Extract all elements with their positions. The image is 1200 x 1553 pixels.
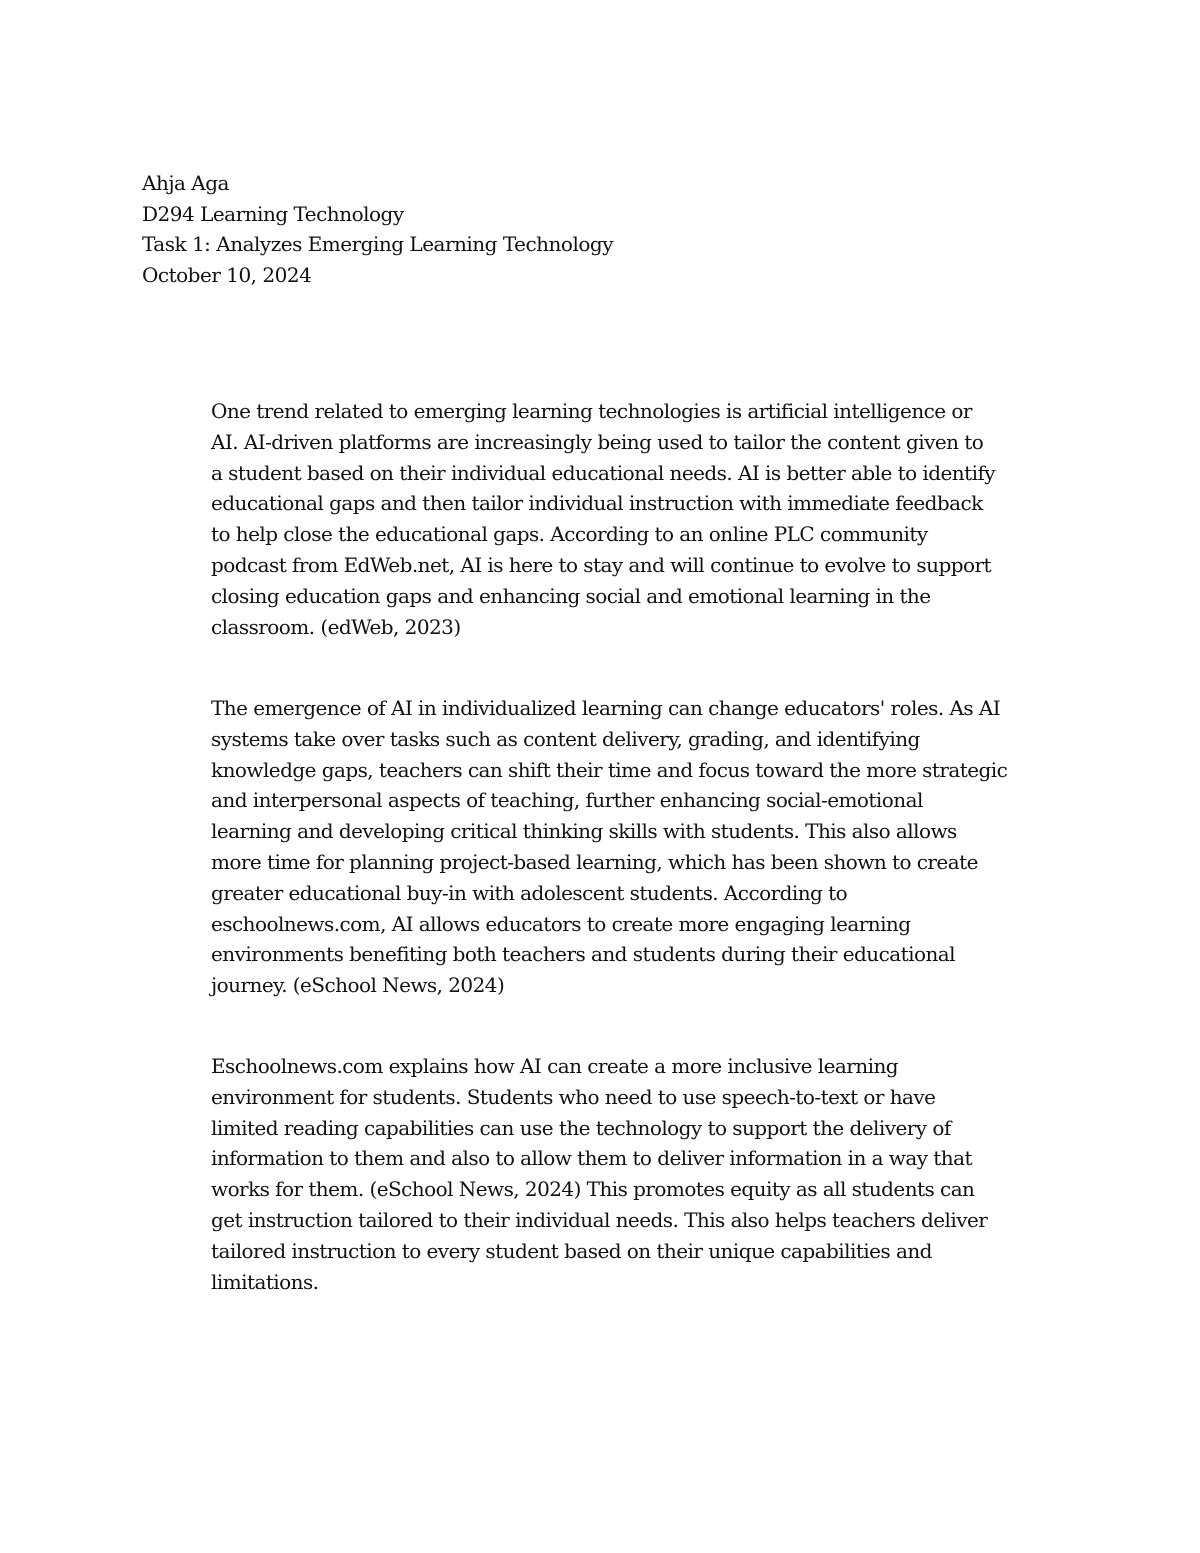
paragraph-line: Eschoolnews.com explains how AI can create a more inclusive learning bbox=[211, 1054, 899, 1078]
paragraph-line: knowledge gaps, teachers can shift their time and focus toward the more strategic bbox=[211, 757, 1008, 782]
paragraph-line: works for them. (eSchool News, 2024) This promotes equity as all students can bbox=[211, 1177, 975, 1202]
paragraph-line: greater educational buy-in with adolescent students. According to bbox=[211, 880, 848, 905]
paragraph-line: classroom. (edWeb, 2023) bbox=[211, 614, 461, 639]
paragraph-line: AI. AI-driven platforms are increasingly being used to tailor the content given to bbox=[211, 429, 984, 454]
paragraph-line: get instruction tailored to their individual needs. This also helps teachers deliver bbox=[211, 1207, 988, 1232]
paragraph-line: more time for planning project-based learning, which has been shown to create bbox=[211, 849, 978, 874]
paragraph-line: to help close the educational gaps. According to an online PLC community bbox=[211, 522, 928, 547]
paragraph-line: The emergence of AI in individualized learning can change educators' roles. As AI bbox=[211, 696, 1001, 720]
paragraph-line: One trend related to emerging learning technologies is artificial intelligence or bbox=[211, 399, 972, 423]
paragraph-line: tailored instruction to every student based on their unique capabilities and bbox=[211, 1238, 932, 1263]
paragraph-1 bbox=[211, 396, 1073, 642]
document-date: October 10, 2024 bbox=[142, 262, 312, 287]
paragraph-line: educational gaps and then tailor individual instruction with immediate feedback bbox=[211, 491, 983, 516]
course-title: D294 Learning Technology bbox=[142, 201, 404, 226]
paragraph-3 bbox=[211, 1051, 1073, 1297]
paragraph-line: and interpersonal aspects of teaching, further enhancing social-emotional bbox=[211, 788, 923, 813]
paragraph-line: journey. (eSchool News, 2024) bbox=[211, 973, 505, 998]
paragraph-line: environments benefiting both teachers and students during their educational bbox=[211, 942, 956, 967]
document-header bbox=[142, 168, 842, 290]
paragraph-line: learning and developing critical thinking skills with students. This also allows bbox=[211, 819, 957, 844]
paragraph-line: podcast from EdWeb.net, AI is here to stay and will continue to evolve to support bbox=[211, 552, 991, 577]
paragraph-2 bbox=[211, 693, 1073, 1001]
paragraph-line: limited reading capabilities can use the technology to support the delivery of bbox=[211, 1115, 951, 1140]
task-title: Task 1: Analyzes Emerging Learning Technology bbox=[142, 232, 613, 256]
paragraph-line: a student based on their individual educational needs. AI is better able to identify bbox=[211, 460, 996, 485]
paragraph-line: systems take over tasks such as content delivery, grading, and identifying bbox=[211, 726, 920, 751]
paragraph-line: limitations. bbox=[211, 1269, 319, 1294]
paragraph-line: eschoolnews.com, AI allows educators to create more engaging learning bbox=[211, 911, 911, 936]
paragraph-line: closing education gaps and enhancing social and emotional learning in the bbox=[211, 583, 931, 608]
author-name: Ahja Aga bbox=[142, 171, 229, 195]
paragraph-line: information to them and also to allow them to deliver information in a way that bbox=[211, 1146, 972, 1171]
paragraph-line: environment for students. Students who need to use speech-to-text or have bbox=[211, 1084, 936, 1109]
